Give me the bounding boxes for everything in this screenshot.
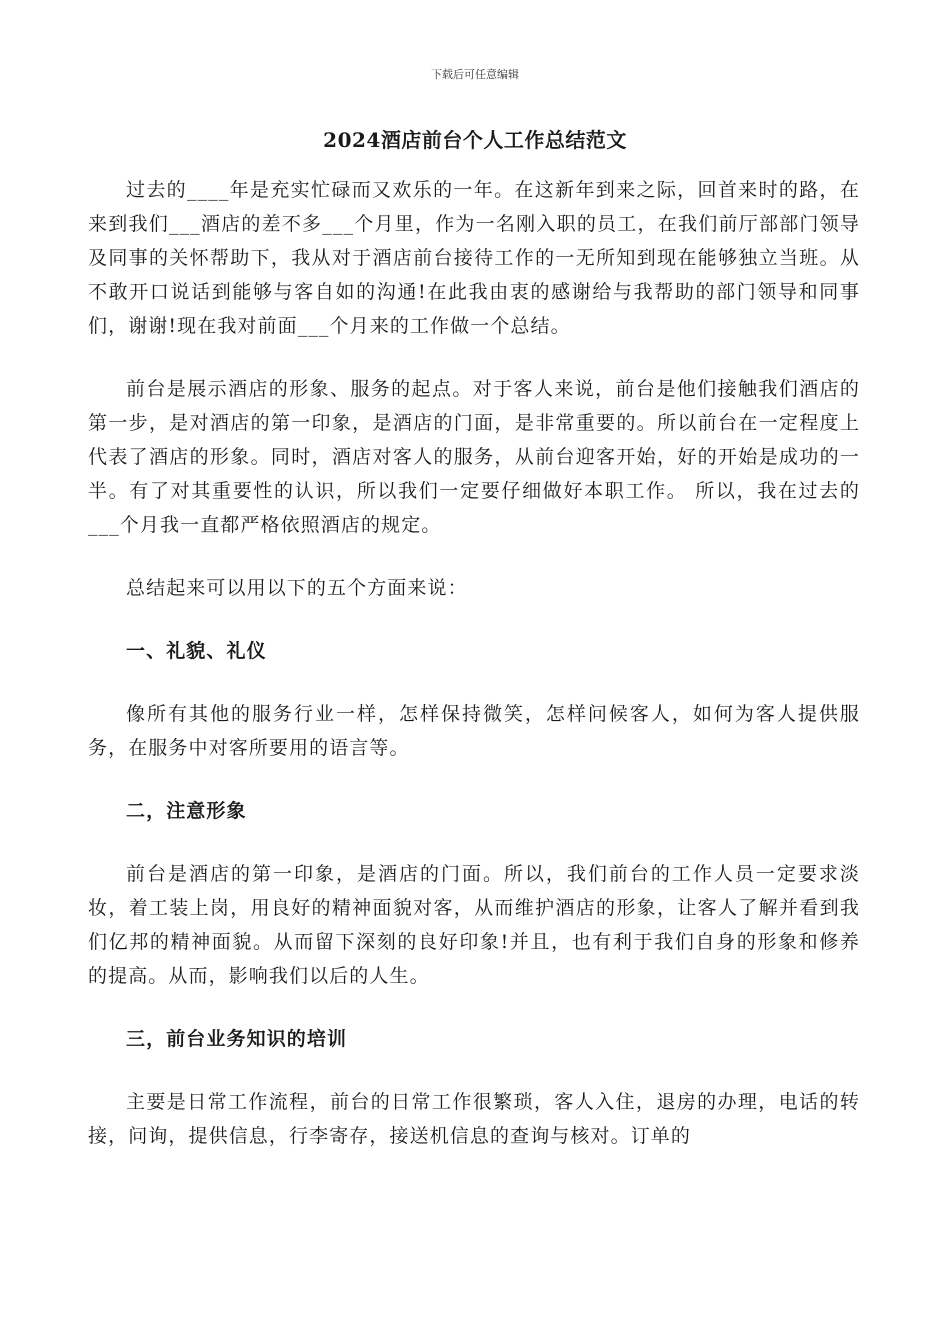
paragraph-gap [88, 343, 860, 372]
section-heading-etiquette: 一、礼貌、礼仪 [126, 640, 267, 662]
paragraph-gap [88, 993, 860, 1022]
paragraph-gap [88, 542, 860, 571]
paragraph-gap [88, 668, 860, 697]
paragraph-training: 主要是日常工作流程，前台的日常工作很繁琐，客人入住，退房的办理，电话的转接，问询，提供信息，行李寄存，接送机信息的查询与核对。订单的 [88, 1091, 860, 1147]
section-heading-training: 三，前台业务知识的培训 [126, 1028, 348, 1050]
paragraph-front-desk: 前台是展示酒店的形象、服务的起点。对于客人来说，前台是他们接触我们酒店的第一步，是对酒店的第一印象，是酒店的门面，是非常重要的。所以前台在一定程度上代表了酒店的形象。同时，酒店对客人的服务，从前台迎客开始，好的开始是成功的一半。有了对其重要性的认识，所以我们一定要仔细做好本职工作。 所以，我在过去的___个月我一直都严格依照酒店的规定。 [88, 378, 860, 536]
paragraph-summary-lead: 总结起来可以用以下的五个方面来说： [126, 577, 468, 599]
paragraph-gap [88, 605, 860, 634]
paragraph-intro: 过去的____年是充实忙碌而又欢乐的一年。在这新年到来之际，回首来时的路，在来到我们___酒店的差不多___个月里，作为一名刚入职的员工，在我们前厅部部门领导及同事的关怀帮助下，我从对于酒店前台接待工作的一无所知到现在能够独立当班。从不敢开口说话到能够与客自如的沟通!在此我由衷的感谢给与我帮助的部门领导和同事们，谢谢!现在我对前面___个月来的工作做一个总结。 [88, 179, 860, 337]
document-title: 2024酒店前台个人工作总结范文 [323, 128, 627, 152]
paragraph-gap [88, 1056, 860, 1085]
paragraph-image: 前台是酒店的第一印象，是酒店的门面。所以，我们前台的工作人员一定要求淡妆，着工装上岗，用良好的精神面貌对客，从而维护酒店的形象，让客人了解并看到我们亿邦的精神面貌。从而留下深刻的良好印象!并且，也有利于我们自身的形象和修养的提高。从而，影响我们以后的人生。 [88, 863, 860, 987]
paragraph-gap [88, 828, 860, 857]
section-heading-image: 二，注意形象 [126, 800, 247, 822]
paragraph-etiquette: 像所有其他的服务行业一样，怎样保持微笑，怎样问候客人，如何为客人提供服务，在服务中对客所要用的语言等。 [88, 703, 860, 759]
header-note: 下载后可任意编辑 [431, 68, 519, 81]
paragraph-gap [88, 765, 860, 794]
document-body [88, 173, 860, 1153]
